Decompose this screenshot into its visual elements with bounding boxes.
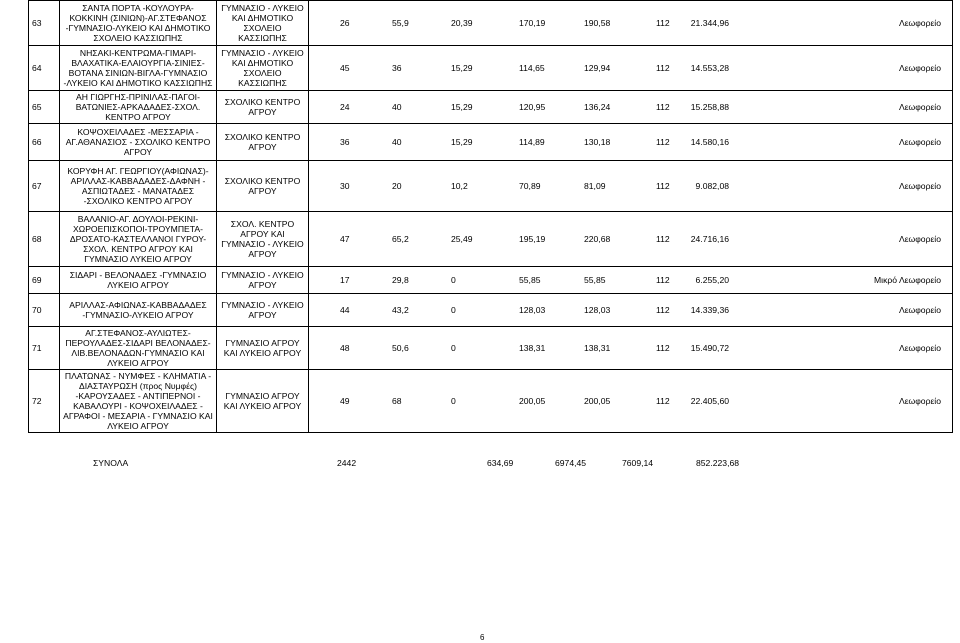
row-values: [309, 294, 953, 327]
value-a: 47: [340, 234, 350, 244]
row-values: [309, 1, 953, 46]
totals-cost: 852.223,68: [696, 458, 740, 468]
value-g: 21.344,96: [690, 18, 729, 28]
row-number: 68: [29, 212, 60, 267]
value-c: 0: [451, 396, 456, 406]
value-d: 114,65: [519, 63, 545, 73]
value-c: 0: [451, 275, 456, 285]
value-g: 15.258,88: [690, 102, 729, 112]
route-description: ΣΙΔΑΡΙ - ΒΕΛΟΝΑΔΕΣ -ΓΥΜΝΑΣΙΟ ΛΥΚΕΙΟ ΑΓΡΟΥ: [60, 267, 217, 294]
value-f: 112: [656, 305, 670, 315]
table-row: [29, 267, 953, 294]
route-description: ΚΟΡΥΦΗ ΑΓ. ΓΕΩΡΓΙΟΥ(ΑΦΙΩΝΑΣ)-ΑΡΙΛΛΑΣ-ΚΑΒΒΑΔΑΔΕΣ-ΔΑΦΝΗ - ΑΣΠΙΩΤΑΔΕΣ - ΜΑΝΑΤΑΔΕΣ -ΣΧΟΛΙΚΟ ΚΕΝΤΡΟ ΑΓΡΟΥ: [60, 161, 217, 212]
value-h: Λεωφορείο: [898, 18, 941, 28]
value-f: 112: [656, 137, 670, 147]
value-d: 120,95: [519, 102, 546, 112]
row-values: [309, 212, 953, 267]
value-c: 0: [451, 305, 456, 315]
value-e: 129,94: [584, 63, 611, 73]
table-row: [29, 46, 953, 91]
row-values: [309, 124, 953, 161]
value-e: 81,09: [584, 181, 606, 191]
school-name: ΣΧΟΛ. ΚΕΝΤΡΟ ΑΓΡΟΥ ΚΑΙ ΓΥΜΝΑΣΙΟ - ΛΥΚΕΙΟ ΑΓΡΟΥ: [217, 212, 309, 267]
value-a: 49: [340, 396, 350, 406]
value-d: 128,03: [519, 305, 546, 315]
row-number: 63: [29, 1, 60, 46]
value-e: 200,05: [584, 396, 611, 406]
school-name: ΓΥΜΝΑΣΙΟ - ΛΥΚΕΙΟ ΑΓΡΟΥ: [217, 294, 309, 327]
row-number: 66: [29, 124, 60, 161]
school-name: ΓΥΜΝΑΣΙΟ - ΛΥΚΕΙΟ ΚΑΙ ΔΗΜΟΤΙΚΟ ΣΧΟΛΕΙΟ ΚΑΣΣΙΩΠΗΣ: [217, 46, 309, 91]
totals-value-d: 6974,45: [555, 458, 587, 468]
routes-table-body: [29, 1, 953, 433]
value-g: 14.580,16: [690, 137, 729, 147]
value-f: 112: [656, 275, 670, 285]
route-description: ΑΡΙΛΛΑΣ-ΑΦΙΩΝΑΣ-ΚΑΒΒΑΔΑΔΕΣ -ΓΥΜΝΑΣΙΟ-ΛΥΚΕΙΟ ΑΓΡΟΥ: [60, 294, 217, 327]
value-b: 20: [392, 181, 402, 191]
value-h: Λεωφορείο: [898, 343, 941, 353]
value-g: 24.716,16: [690, 234, 729, 244]
value-a: 26: [340, 18, 350, 28]
value-e: 55,85: [584, 275, 606, 285]
value-c: 10,2: [451, 181, 468, 191]
page-number: 6: [480, 633, 485, 642]
row-number: 64: [29, 46, 60, 91]
value-b: 40: [392, 102, 402, 112]
value-c: 0: [451, 343, 456, 353]
totals-label: ΣΥΝΟΛΑ: [93, 458, 129, 468]
route-description: ΒΑΛΑΝΙΟ-ΑΓ. ΔΟΥΛΟΙ-ΡΕΚΙΝΙ-ΧΩΡΟΕΠΙΣΚΟΠΟΙ-ΤΡΟΥΜΠΕΤΑ-ΔΡΟΣΑΤΟ-ΚΑΣΤΕΛΛΑΝΟΙ ΓΥΡΟΥ-ΣΧΟΛ. ΚΕΝΤΡΟ ΑΓΡΟΥ ΚΑΙ ΓΥΜΝΑΣΙΟ ΛΥΚΕΙΟ ΑΓΡΟΥ: [60, 212, 217, 267]
route-description: ΠΛΑΤΩΝΑΣ - ΝΥΜΦΕΣ - ΚΛΗΜΑΤΙΑ - ΔΙΑΣΤΑΥΡΩΣΗ (προς Νυμφές) -ΚΑΡΟΥΣΑΔΕΣ - ΑΝΤΙΠΕΡΝΟΙ - ΚΑΒΑΛΟΥΡΙ - ΚΟΨΟΧΕΙΛΑΔΕΣ - ΑΓΡΑΦΟΙ - ΜΕΣΑΡΙΑ - ΓΥΜΝΑΣΙΟ ΚΑΙ ΛΥΚΕΙΟ ΑΓΡΟΥ: [60, 370, 217, 433]
route-description: ΚΟΨΟΧΕΙΛΑΔΕΣ -ΜΕΣΣΑΡΙΑ - ΑΓ.ΑΘΑΝΑΣΙΟΣ - ΣΧΟΛΙΚΟ ΚΕΝΤΡΟ ΑΓΡΟΥ: [60, 124, 217, 161]
value-f: 112: [656, 396, 670, 406]
value-a: 48: [340, 343, 350, 353]
value-c: 20,39: [451, 18, 473, 28]
value-d: 70,89: [519, 181, 541, 191]
value-a: 17: [340, 275, 350, 285]
routes-table: [28, 0, 953, 433]
value-f: 112: [656, 102, 670, 112]
row-values: [309, 91, 953, 124]
table-row: [29, 91, 953, 124]
row-number: 67: [29, 161, 60, 212]
value-d: 55,85: [519, 275, 541, 285]
table-row: [29, 161, 953, 212]
value-f: 112: [656, 343, 670, 353]
value-a: 24: [340, 102, 350, 112]
row-values: [309, 46, 953, 91]
value-b: 50,6: [392, 343, 409, 353]
value-e: 138,31: [584, 343, 611, 353]
value-d: 200,05: [519, 396, 546, 406]
school-name: ΓΥΜΝΑΣΙΟ ΑΓΡΟΥ ΚΑΙ ΛΥΚΕΙΟ ΑΓΡΟΥ: [217, 327, 309, 370]
value-g: 9.082,08: [695, 181, 729, 191]
route-description: ΣΑΝΤΑ ΠΟΡΤΑ -ΚΟΥΛΟΥΡΑ-ΚΟΚΚΙΝΗ (ΣΙΝΙΩΝ)-ΑΓ.ΣΤΕΦΑΝΟΣ -ΓΥΜΝΑΣΙΟ-ΛΥΚΕΙΟ ΚΑΙ ΔΗΜΟΤΙΚΟ ΣΧΟΛΕΙΟ ΚΑΣΣΙΩΠΗΣ: [60, 1, 217, 46]
value-h: Λεωφορείο: [898, 63, 941, 73]
row-number: 69: [29, 267, 60, 294]
table-row: [29, 124, 953, 161]
value-c: 25,49: [451, 234, 473, 244]
value-c: 15,29: [451, 102, 473, 112]
value-b: 55,9: [392, 18, 409, 28]
row-values: [309, 370, 953, 433]
value-g: 6.255,20: [695, 275, 729, 285]
value-f: 112: [656, 63, 670, 73]
school-name: ΣΧΟΛΙΚΟ ΚΕΝΤΡΟ ΑΓΡΟΥ: [217, 124, 309, 161]
value-h: Λεωφορείο: [898, 102, 941, 112]
row-number: 71: [29, 327, 60, 370]
table-row: [29, 327, 953, 370]
table-row: [29, 370, 953, 433]
value-b: 36: [392, 63, 402, 73]
value-h: Λεωφορείο: [898, 305, 941, 315]
value-a: 36: [340, 137, 350, 147]
totals-row: [0, 458, 960, 472]
value-h: Λεωφορείο: [898, 234, 941, 244]
row-values: [309, 267, 953, 294]
row-number: 72: [29, 370, 60, 433]
value-d: 138,31: [519, 343, 546, 353]
value-b: 40: [392, 137, 402, 147]
value-h: Λεωφορείο: [898, 396, 941, 406]
school-name: ΓΥΜΝΑΣΙΟ - ΛΥΚΕΙΟ ΚΑΙ ΔΗΜΟΤΙΚΟ ΣΧΟΛΕΙΟ ΚΑΣΣΙΩΠΗΣ: [217, 1, 309, 46]
value-b: 43,2: [392, 305, 409, 315]
value-g: 14.339,36: [690, 305, 729, 315]
value-h: Λεωφορείο: [898, 181, 941, 191]
school-name: ΓΥΜΝΑΣΙΟ - ΛΥΚΕΙΟ ΑΓΡΟΥ: [217, 267, 309, 294]
route-description: ΝΗΣΑΚΙ-ΚΕΝΤΡΩΜΑ-ΓΙΜΑΡΙ-ΒΛΑΧΑΤΙΚΑ-ΕΛΑΙΟΥΡΓΙΑ-ΣΙΝΙΕΣ-ΒΟΤΑΝΑ ΣΙΝΙΩΝ-ΒΙΓΛΑ-ΓΥΜΝΑΣΙΟ -ΛΥΚΕΙΟ ΚΑΙ ΔΗΜΟΤΙΚΟ ΚΑΣΣΙΩΠΗΣ: [60, 46, 217, 91]
row-values: [309, 327, 953, 370]
totals-value-c: 634,69: [487, 458, 514, 468]
value-e: 220,68: [584, 234, 611, 244]
value-f: 112: [656, 181, 670, 191]
row-values: [309, 161, 953, 212]
value-c: 15,29: [451, 63, 473, 73]
value-g: 22.405,60: [690, 396, 729, 406]
value-g: 14.553,28: [690, 63, 729, 73]
table-row: [29, 212, 953, 267]
value-d: 195,19: [519, 234, 546, 244]
value-h: Λεωφορείο: [898, 137, 941, 147]
route-description: ΑΗ ΓΙΩΡΓΗΣ-ΠΡΙΝΙΛΑΣ-ΠΑΓΟΙ-ΒΑΤΩΝΙΕΣ-ΑΡΚΑΔΑΔΕΣ-ΣΧΟΛ. ΚΕΝΤΡΟ ΑΓΡΟΥ: [60, 91, 217, 124]
value-c: 15,29: [451, 137, 473, 147]
value-e: 190,58: [584, 18, 611, 28]
value-b: 65,2: [392, 234, 409, 244]
value-h: Μικρό Λεωφορείο: [874, 275, 941, 285]
value-e: 130,18: [584, 137, 611, 147]
value-f: 112: [656, 234, 670, 244]
value-e: 136,24: [584, 102, 611, 112]
value-d: 114,89: [519, 137, 545, 147]
value-e: 128,03: [584, 305, 611, 315]
totals-students: 2442: [337, 458, 357, 468]
route-description: ΑΓ.ΣΤΕΦΑΝΟΣ-ΑΥΛΙΩΤΕΣ-ΠΕΡΟΥΛΑΔΕΣ-ΣΙΔΑΡΙ ΒΕΛΟΝΑΔΕΣ-ΛΙΒ.ΒΕΛΟΝΑΔΩΝ-ΓΥΜΝΑΣΙΟ ΚΑΙ ΛΥΚΕΙΟ ΑΓΡΟΥ: [60, 327, 217, 370]
value-b: 29,8: [392, 275, 409, 285]
value-b: 68: [392, 396, 402, 406]
value-g: 15.490,72: [690, 343, 729, 353]
school-name: ΣΧΟΛΙΚΟ ΚΕΝΤΡΟ ΑΓΡΟΥ: [217, 91, 309, 124]
value-a: 45: [340, 63, 350, 73]
table-row: [29, 1, 953, 46]
totals-value-e: 7609,14: [622, 458, 654, 468]
value-d: 170,19: [519, 18, 546, 28]
table-row: [29, 294, 953, 327]
value-f: 112: [656, 18, 670, 28]
value-a: 30: [340, 181, 350, 191]
school-name: ΣΧΟΛΙΚΟ ΚΕΝΤΡΟ ΑΓΡΟΥ: [217, 161, 309, 212]
school-name: ΓΥΜΝΑΣΙΟ ΑΓΡΟΥ ΚΑΙ ΛΥΚΕΙΟ ΑΓΡΟΥ: [217, 370, 309, 433]
value-a: 44: [340, 305, 350, 315]
row-number: 70: [29, 294, 60, 327]
row-number: 65: [29, 91, 60, 124]
